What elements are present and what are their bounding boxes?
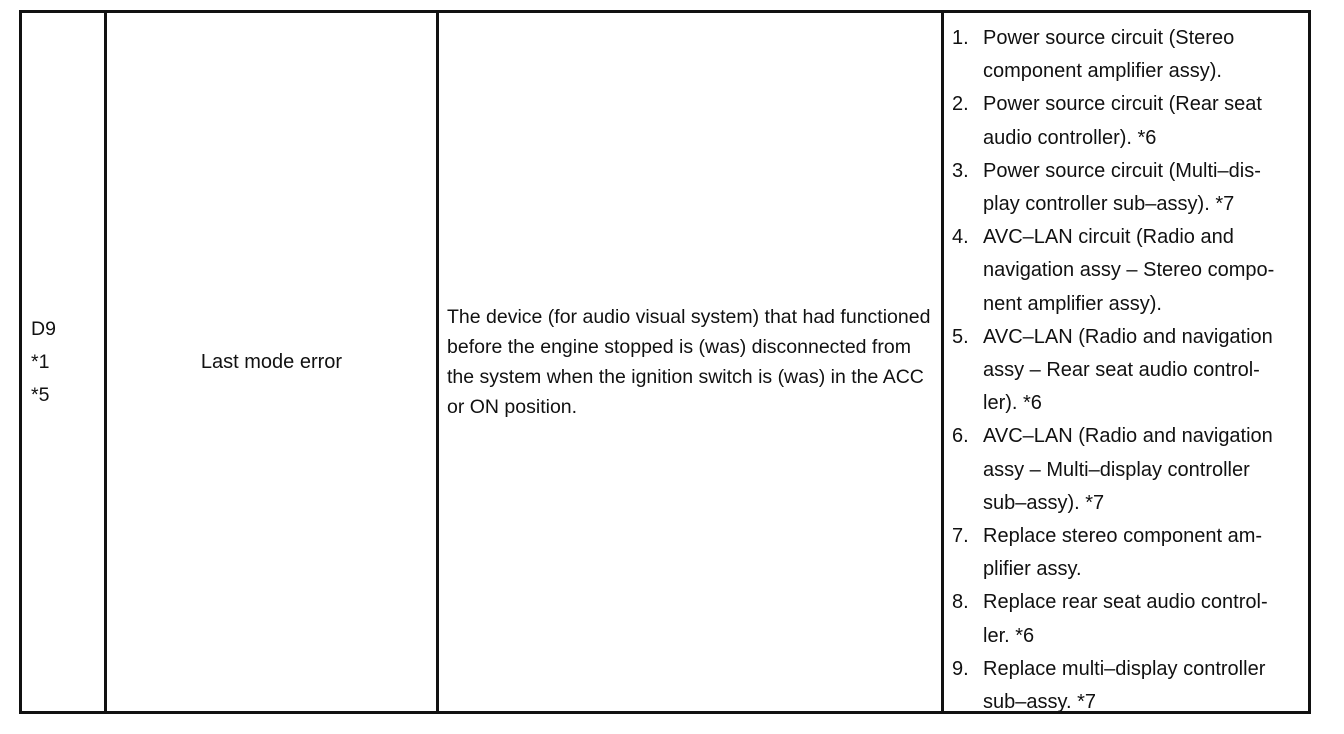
dtc-code-cell [22,13,104,711]
trouble-area-item [952,653,1302,719]
item-text-line: play controller sub–assy). *7 [983,193,1235,216]
trouble-area-item [952,586,1302,652]
item-number: 6. [952,425,969,448]
item-text-line: ler. *6 [983,624,1035,647]
dtc-code: D9 [31,317,56,340]
trouble-area-item [952,520,1302,586]
item-number: 9. [952,657,969,680]
item-text-line: Power source circuit (Multi–dis- [983,159,1261,182]
item-text-line: component amplifier assy). [983,60,1222,83]
detection-item-cell [107,13,436,711]
trouble-area-item [952,321,1302,421]
item-text-line: nent amplifier assy). [983,292,1162,315]
item-text-line: sub–assy). *7 [983,491,1105,514]
dtc-note-1: *1 [31,350,50,373]
item-text-line: navigation assy – Stereo compo- [983,259,1275,282]
trouble-area-item [952,155,1302,221]
trouble-area-item [952,221,1302,321]
item-number: 3. [952,159,969,182]
trouble-area-item [952,22,1302,88]
item-text-line: Power source circuit (Stereo [983,27,1235,49]
item-text-line: Replace multi–display controller [983,657,1266,680]
trouble-area-item [952,88,1302,154]
item-number: 7. [952,525,969,548]
trouble-area-cell [944,13,1308,714]
item-text-line: Replace rear seat audio control- [983,591,1268,614]
item-text-line: AVC–LAN (Radio and navigation [983,425,1273,448]
item-text-line: Replace stereo component am- [983,525,1263,548]
item-number: 5. [952,325,969,348]
item-text-line: AVC–LAN (Radio and navigation [983,325,1273,348]
item-number: 4. [952,226,969,249]
detection-item: Last mode error [200,350,343,373]
item-text-line: assy – Multi–display controller [983,458,1250,481]
item-text-line: assy – Rear seat audio control- [983,359,1260,382]
detection-condition: The device (for audio visual system) that had functioned before the engine stopped is (was) disconnected from the system when the ignition switch is (was) in the ACC or ON position. [447,306,931,418]
detection-condition-cell [439,13,941,711]
item-text-line: sub–assy. *7 [983,691,1097,714]
diagnostic-table [19,10,1311,714]
dtc-note-2: *5 [31,383,50,406]
item-text-line: AVC–LAN circuit (Radio and [983,226,1234,249]
trouble-area-item [952,420,1302,520]
item-number: 8. [952,591,969,614]
item-text-line: Power source circuit (Rear seat [983,93,1262,116]
item-text-line: audio controller). *6 [983,126,1157,149]
item-number: 2. [952,93,969,116]
item-number: 1. [952,27,969,49]
item-text-line: ler). *6 [983,392,1042,415]
item-text-line: plifier assy. [983,558,1082,581]
